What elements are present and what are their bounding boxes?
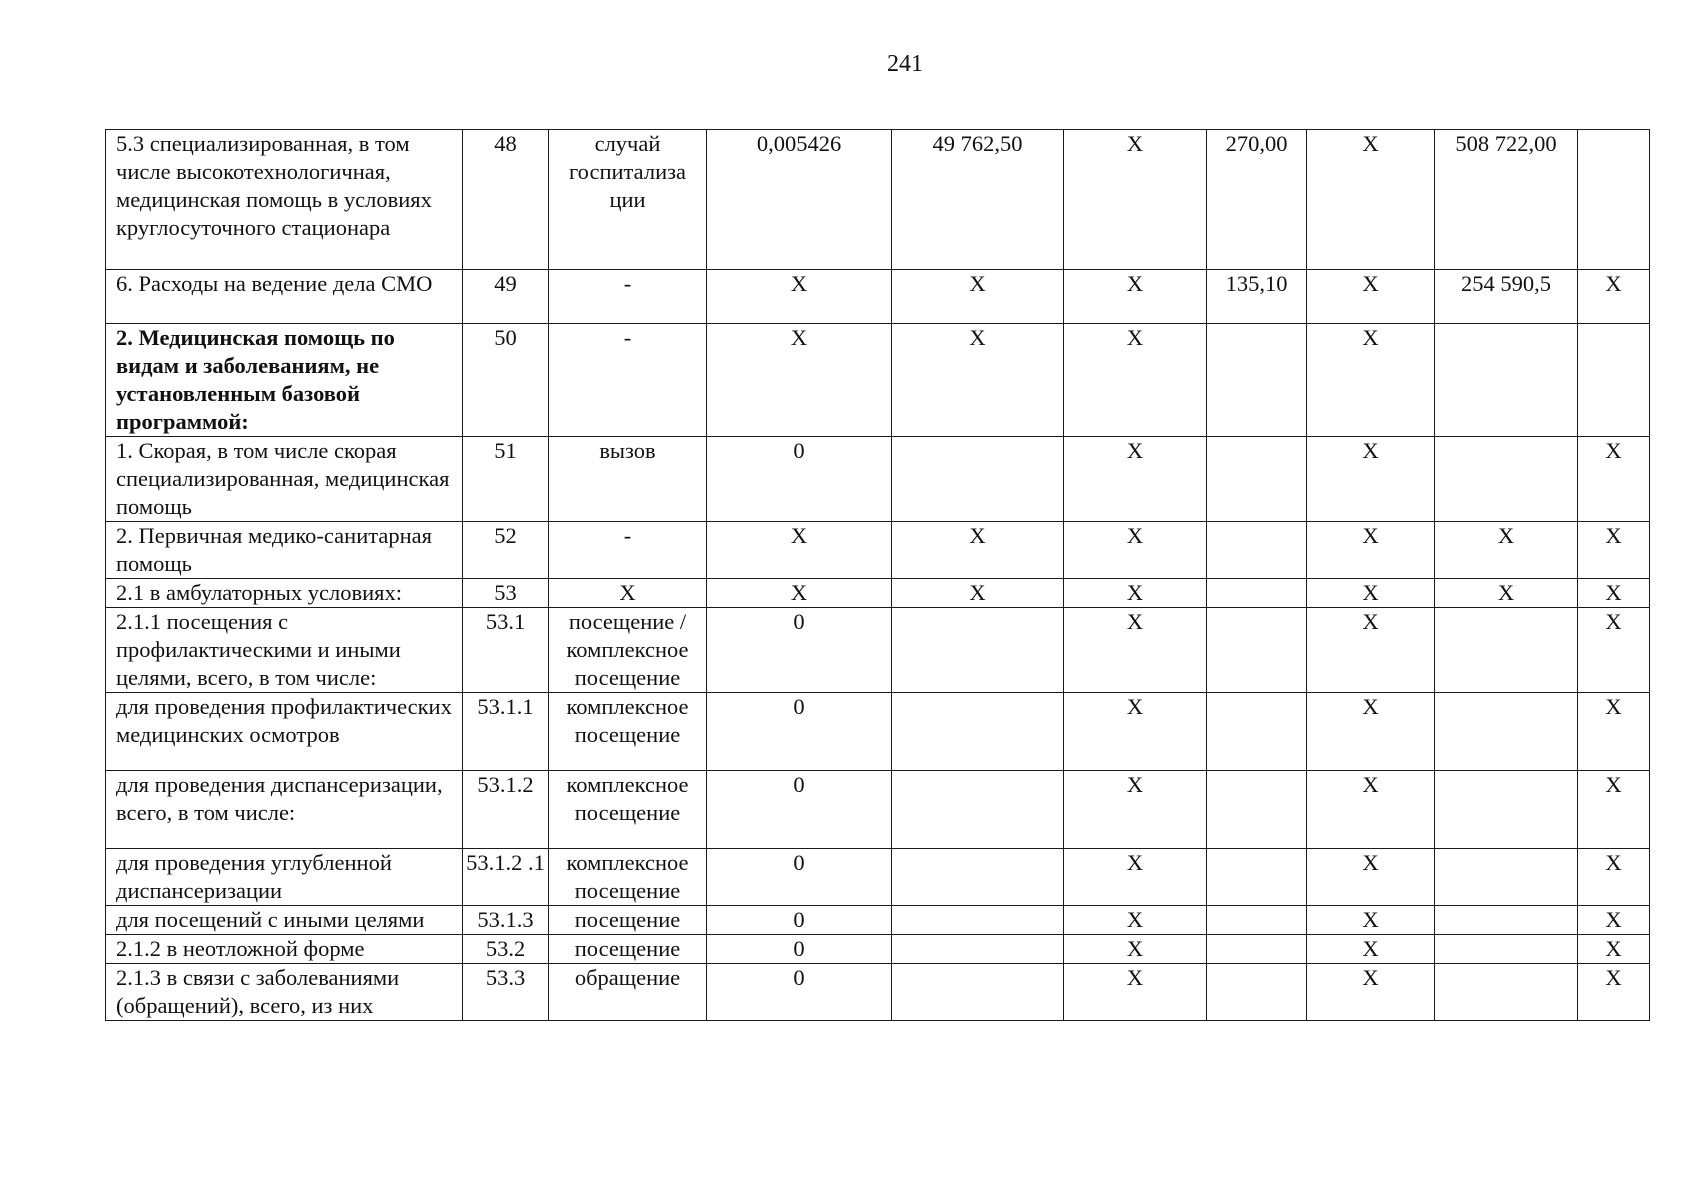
value-cell: X (1578, 579, 1650, 608)
value-cell (1207, 579, 1307, 608)
row-label: 2. Медицинская помощь по видам и заболеваниям, не установленным базовой программой: (106, 324, 463, 437)
value-cell (1435, 964, 1578, 1021)
value-cell: X (892, 579, 1064, 608)
row-label: 2.1 в амбулаторных условиях: (106, 579, 463, 608)
table-row (106, 579, 1650, 608)
value-cell: X (1307, 579, 1435, 608)
value-cell: 0 (707, 771, 892, 849)
value-cell (1207, 324, 1307, 437)
value-cell: X (1064, 906, 1207, 935)
row-code: 48 (463, 130, 549, 270)
value-cell (1435, 693, 1578, 771)
row-code: 53.1.2 (463, 771, 549, 849)
value-cell (1435, 849, 1578, 906)
table-row (106, 964, 1650, 1021)
table-row (106, 608, 1650, 693)
value-cell: 0 (707, 437, 892, 522)
value-cell: X (1064, 693, 1207, 771)
row-label: 2.1.1 посещения с профилактическими и иными целями, всего, в том числе: (106, 608, 463, 693)
value-cell: X (1435, 522, 1578, 579)
unit-cell: комплексное посещение (549, 693, 707, 771)
value-cell: X (1578, 437, 1650, 522)
value-cell: X (892, 522, 1064, 579)
value-cell: X (1064, 130, 1207, 270)
value-cell: X (892, 270, 1064, 324)
row-label: 1. Скорая, в том числе скорая специализированная, медицинская помощь (106, 437, 463, 522)
value-cell (1578, 324, 1650, 437)
value-cell (1207, 693, 1307, 771)
value-cell (1207, 906, 1307, 935)
table-row (106, 324, 1650, 437)
value-cell: X (1578, 608, 1650, 693)
value-cell (1435, 906, 1578, 935)
unit-cell: обращение (549, 964, 707, 1021)
unit-cell: случай госпитализа ции (549, 130, 707, 270)
table-row (106, 522, 1650, 579)
unit-cell: - (549, 270, 707, 324)
value-cell: X (1307, 771, 1435, 849)
value-cell: 254 590,5 (1435, 270, 1578, 324)
value-cell (892, 693, 1064, 771)
unit-cell: посещение / комплексное посещение (549, 608, 707, 693)
row-code: 53.2 (463, 935, 549, 964)
table-row (106, 270, 1650, 324)
row-label: 2.1.2 в неотложной форме (106, 935, 463, 964)
value-cell: X (1064, 579, 1207, 608)
value-cell (892, 608, 1064, 693)
value-cell (892, 964, 1064, 1021)
value-cell (1435, 608, 1578, 693)
value-cell (1435, 437, 1578, 522)
value-cell: X (1064, 522, 1207, 579)
value-cell: 49 762,50 (892, 130, 1064, 270)
value-cell: X (707, 579, 892, 608)
value-cell: X (1578, 522, 1650, 579)
row-label: для проведения профилактических медицинских осмотров (106, 693, 463, 771)
value-cell: X (1064, 771, 1207, 849)
row-label: для проведения углубленной диспансеризации (106, 849, 463, 906)
value-cell (1207, 849, 1307, 906)
table-body (106, 130, 1650, 1021)
value-cell: 0 (707, 849, 892, 906)
unit-cell: посещение (549, 906, 707, 935)
value-cell (1435, 771, 1578, 849)
row-code: 53.1.3 (463, 906, 549, 935)
value-cell (1207, 964, 1307, 1021)
value-cell: X (1435, 579, 1578, 608)
value-cell: X (1064, 437, 1207, 522)
value-cell (1207, 608, 1307, 693)
value-cell: 270,00 (1207, 130, 1307, 270)
value-cell (1207, 935, 1307, 964)
value-cell: X (1064, 964, 1207, 1021)
value-cell (892, 771, 1064, 849)
value-cell: X (1578, 849, 1650, 906)
row-code: 51 (463, 437, 549, 522)
value-cell: X (1578, 771, 1650, 849)
value-cell: X (1307, 608, 1435, 693)
value-cell: X (1307, 693, 1435, 771)
value-cell: 0 (707, 906, 892, 935)
row-code: 53 (463, 579, 549, 608)
row-code: 53.1 (463, 608, 549, 693)
value-cell: X (1307, 270, 1435, 324)
value-cell: 0,005426 (707, 130, 892, 270)
row-label: 2. Первичная медико-санитарная помощь (106, 522, 463, 579)
value-cell: X (1064, 270, 1207, 324)
unit-cell: - (549, 324, 707, 437)
value-cell: X (1307, 935, 1435, 964)
value-cell: X (1064, 935, 1207, 964)
value-cell: X (1064, 849, 1207, 906)
row-code: 53.3 (463, 964, 549, 1021)
value-cell: X (1307, 906, 1435, 935)
row-label: для посещений с иными целями (106, 906, 463, 935)
value-cell (1435, 324, 1578, 437)
table-row (106, 906, 1650, 935)
value-cell: X (707, 522, 892, 579)
value-cell: X (1307, 324, 1435, 437)
row-label: 2.1.3 в связи с заболеваниями (обращений), всего, из них (106, 964, 463, 1021)
unit-cell: - (549, 522, 707, 579)
value-cell (892, 935, 1064, 964)
table-row (106, 693, 1650, 771)
value-cell: X (1578, 693, 1650, 771)
row-label: 5.3 специализированная, в том числе высокотехнологичная, медицинская помощь в условиях круглосуточного стационара (106, 130, 463, 270)
table-row (106, 849, 1650, 906)
row-code: 52 (463, 522, 549, 579)
value-cell: X (1307, 437, 1435, 522)
row-code: 49 (463, 270, 549, 324)
value-cell: 508 722,00 (1435, 130, 1578, 270)
unit-cell: комплексное посещение (549, 771, 707, 849)
value-cell: 0 (707, 693, 892, 771)
table-row (106, 935, 1650, 964)
value-cell: X (1307, 964, 1435, 1021)
row-code: 53.1.2 .1 (463, 849, 549, 906)
value-cell: X (1064, 608, 1207, 693)
row-code: 50 (463, 324, 549, 437)
unit-cell: посещение (549, 935, 707, 964)
value-cell: X (1064, 324, 1207, 437)
value-cell: X (707, 324, 892, 437)
row-label: 6. Расходы на ведение дела СМО (106, 270, 463, 324)
row-label: для проведения диспансеризации, всего, в том числе: (106, 771, 463, 849)
table-row (106, 771, 1650, 849)
data-table (105, 129, 1650, 1021)
table-row (106, 437, 1650, 522)
page-number: 241 (887, 51, 923, 77)
row-code: 53.1.1 (463, 693, 549, 771)
value-cell: X (1578, 935, 1650, 964)
value-cell (892, 849, 1064, 906)
value-cell: 135,10 (1207, 270, 1307, 324)
value-cell (1207, 437, 1307, 522)
value-cell (1578, 130, 1650, 270)
value-cell: 0 (707, 964, 892, 1021)
value-cell (892, 437, 1064, 522)
value-cell: X (1578, 906, 1650, 935)
value-cell: X (1307, 522, 1435, 579)
value-cell (892, 906, 1064, 935)
value-cell: X (707, 270, 892, 324)
table-row (106, 130, 1650, 270)
value-cell: X (1307, 130, 1435, 270)
unit-cell: X (549, 579, 707, 608)
value-cell: X (1578, 270, 1650, 324)
value-cell: 0 (707, 608, 892, 693)
unit-cell: вызов (549, 437, 707, 522)
value-cell: X (1578, 964, 1650, 1021)
value-cell: 0 (707, 935, 892, 964)
value-cell: X (1307, 849, 1435, 906)
value-cell (1435, 935, 1578, 964)
unit-cell: комплексное посещение (549, 849, 707, 906)
value-cell (1207, 771, 1307, 849)
value-cell: X (892, 324, 1064, 437)
value-cell (1207, 522, 1307, 579)
